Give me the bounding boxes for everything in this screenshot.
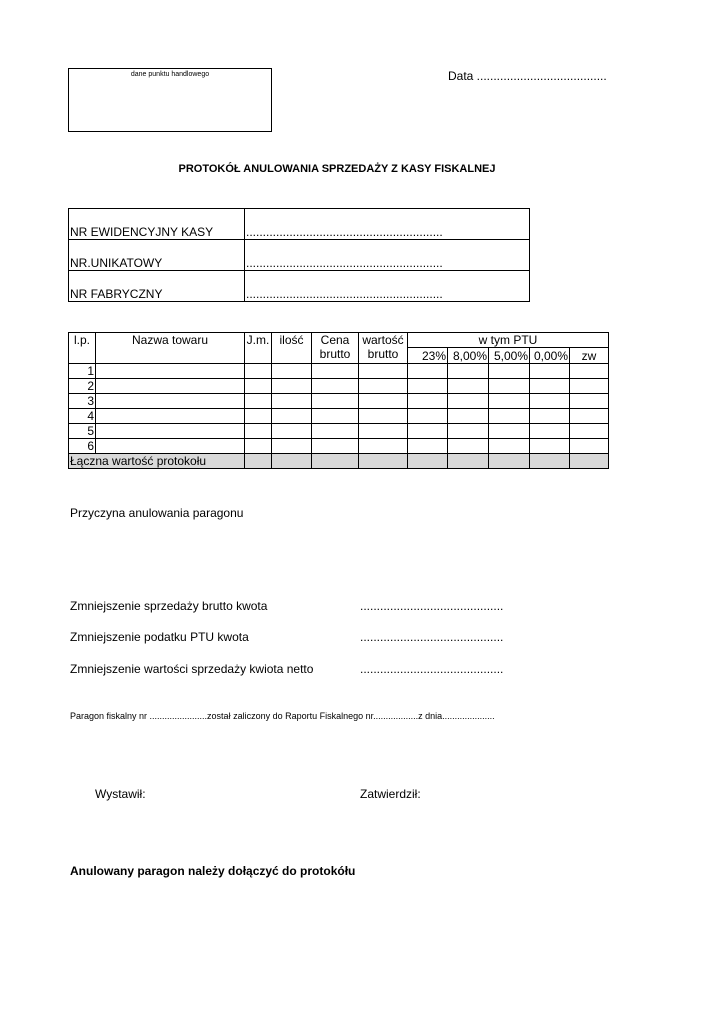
register-value-evidence: ........................................................... bbox=[245, 209, 530, 240]
reduction-gross-label: Zmniejszenie sprzedaży brutto kwota bbox=[70, 599, 268, 613]
reduction-net-value: ........................................... bbox=[360, 662, 504, 676]
col-name-header: Nazwa towaru bbox=[96, 333, 245, 364]
cancellation-reason-label: Przyczyna anulowania paragonu bbox=[70, 506, 244, 520]
register-row bbox=[69, 271, 530, 302]
reduction-net-label: Zmniejszenie wartości sprzedaży kwiota netto bbox=[70, 662, 314, 676]
table-row bbox=[69, 364, 609, 379]
col-lp-header: l.p. bbox=[69, 333, 96, 364]
reduction-vat-label: Zmniejszenie podatku PTU kwota bbox=[70, 630, 249, 644]
table-row bbox=[69, 394, 609, 409]
row-number: 4 bbox=[69, 409, 96, 424]
register-label-unique: NR.UNIKATOWY bbox=[69, 240, 245, 271]
footer-note: Anulowany paragon należy dołączyć do protokółu bbox=[70, 864, 356, 878]
register-label-evidence: NR EWIDENCYJNY KASY bbox=[69, 209, 245, 240]
col-gross-value-header: wartość brutto bbox=[359, 333, 408, 364]
total-row bbox=[69, 454, 609, 469]
col-gross-price-header: Cena brutto bbox=[312, 333, 359, 364]
col-unit-header: J.m. bbox=[245, 333, 272, 364]
row-number: 6 bbox=[69, 439, 96, 454]
register-label-factory: NR FABRYCZNY bbox=[69, 271, 245, 302]
register-table bbox=[68, 208, 530, 302]
receipt-report-line: Paragon fiskalny nr .......................został zaliczony do Raportu Fiskalnego nr..................z dnia..................... bbox=[70, 711, 495, 721]
col-vat-group-header: w tym PTU bbox=[408, 333, 609, 348]
store-data-box bbox=[68, 68, 272, 132]
col-qty-header: ilość bbox=[272, 333, 312, 364]
vat-rate-0: 0,00% bbox=[530, 348, 570, 364]
vat-rate-8: 8,00% bbox=[448, 348, 489, 364]
issued-by-label: Wystawił: bbox=[95, 787, 146, 801]
row-number: 1 bbox=[69, 364, 96, 379]
items-table bbox=[68, 332, 609, 469]
date-field: Data ....................................... bbox=[448, 69, 607, 83]
vat-rate-23: 23% bbox=[408, 348, 448, 364]
vat-rate-5: 5,00% bbox=[489, 348, 530, 364]
reduction-gross-value: ........................................... bbox=[360, 599, 504, 613]
table-row bbox=[69, 439, 609, 454]
vat-rate-zw: zw bbox=[570, 348, 609, 364]
total-label: Łączna wartość protokołu bbox=[69, 454, 245, 469]
register-value-unique: ........................................................... bbox=[245, 240, 530, 271]
register-row bbox=[69, 240, 530, 271]
approved-by-label: Zatwierdził: bbox=[360, 787, 421, 801]
store-data-label: dane punktu handlowego bbox=[130, 71, 210, 78]
reduction-vat-value: ........................................... bbox=[360, 630, 504, 644]
document-title: PROTOKÓŁ ANULOWANIA SPRZEDAŻY Z KASY FISKALNEJ bbox=[178, 163, 496, 175]
row-number: 3 bbox=[69, 394, 96, 409]
register-value-factory: ........................................................... bbox=[245, 271, 530, 302]
table-row bbox=[69, 424, 609, 439]
register-row bbox=[69, 209, 530, 240]
row-number: 2 bbox=[69, 379, 96, 394]
row-number: 5 bbox=[69, 424, 96, 439]
table-row bbox=[69, 409, 609, 424]
table-row bbox=[69, 379, 609, 394]
